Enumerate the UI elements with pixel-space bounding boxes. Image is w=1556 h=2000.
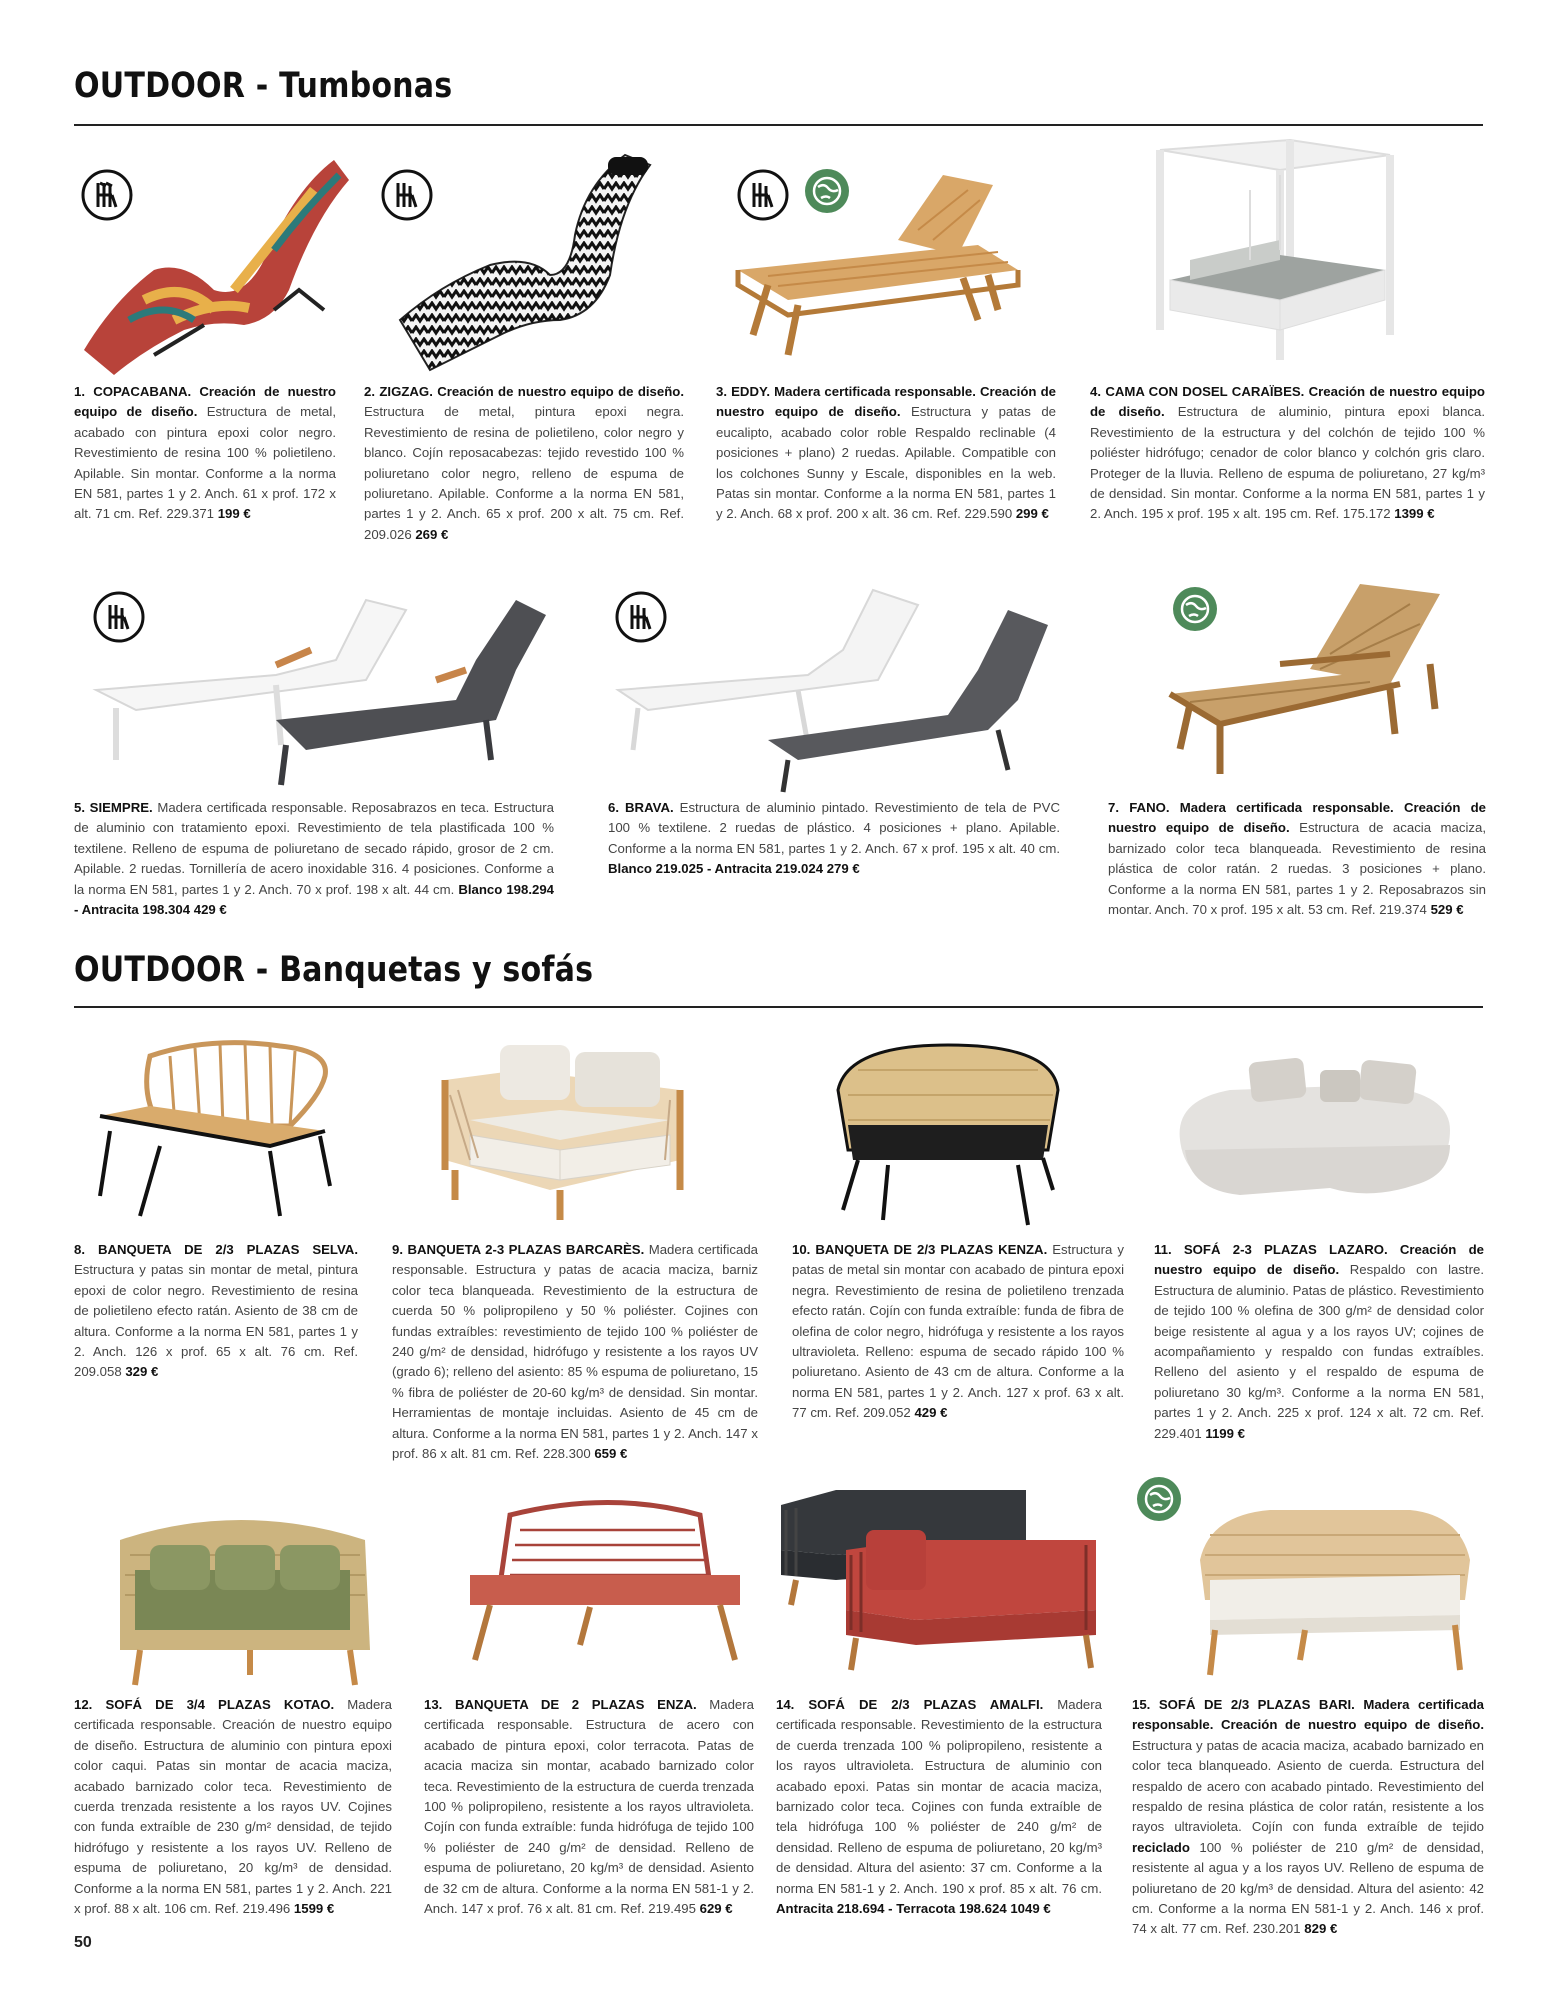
product-variants: Antracita 218.694 - Terracota 198.624 (776, 1901, 1007, 1917)
product-image-lazaro (1170, 1050, 1460, 1210)
product-description (74, 382, 336, 525)
product-price: 529 € (1430, 902, 1464, 918)
product-image-selva (90, 1036, 340, 1226)
product-lead: Madera certificada responsable. Creación de nuestro equipo de diseño. (1132, 1697, 1484, 1733)
section-divider (74, 124, 1483, 126)
product-details: Madera certificada responsable. Revestimiento de la estructura de cuerda trenzada 100 % polipropileno, resistente a los rayos ultravioleta. Estructura de aluminio con acabado epoxi. Patas sin montar de acacia maciza, barnizado color teca. Cojines con funda extraíble de tela hidrófuga 100 % poliéster de 240 g/m² de densidad. Relleno de espuma de poliuretano, 20 kg/m³ de densidad. Altura del asiento: 37 cm. Conforme a la norma EN 581-1 y 2. Anch. 190 x prof. 85 x alt. 76 cm. (776, 1697, 1102, 1896)
product-name: BANQUETA DE 2/3 PLAZAS KENZA. (815, 1242, 1048, 1257)
product-description (608, 798, 1060, 880)
product-price: 1049 € (1010, 1901, 1051, 1917)
product-name: COPACABANA. (93, 384, 192, 399)
section-title-tumbonas: OUTDOOR - Tumbonas (74, 66, 453, 106)
product-image-fano (1160, 574, 1460, 784)
product-details: Estructura y patas de eucalipto, acabado color roble Respaldo reclinable (4 posiciones + plano) 2 ruedas. Apilable. Compatible con los colchones Sunny y Escale, disponibles en la web. Patas sin montar. Conforme a la norma EN 581, partes 1 y 2. Anch. 68 x prof. 200 x alt. 36 cm. Ref. 229.590 (716, 404, 1056, 522)
product-image-amalfi (776, 1480, 1106, 1680)
product-name: SOFÁ DE 2/3 PLAZAS BARI. (1158, 1697, 1355, 1712)
product-price: 299 € (1015, 506, 1049, 522)
product-image-zigzag (380, 145, 680, 375)
product-details: Respaldo con lastre. Estructura de aluminio. Patas de plástico. Revestimiento de tejido 100 % olefina de 300 g/m² de densidad color beige resistente al agua y a los rayos UV; cojines de acompañamiento y respaldo con fundas extraíbles. Relleno del asiento y el respaldo de espuma de poliuretano 30 kg/m³. Conforme a la norma EN 581, partes 1 y 2. Anch. 225 x prof. 124 x alt. 72 cm. Ref. 229.401 (1154, 1262, 1484, 1441)
product-number: 5. (74, 800, 85, 815)
section-divider (74, 1006, 1483, 1008)
product-description (716, 382, 1056, 525)
product-price: 329 € (125, 1364, 159, 1380)
product-price: 429 € (914, 1405, 948, 1421)
product-number: 3. (716, 384, 727, 399)
product-details: Estructura de metal, pintura epoxi negra. Revestimiento de resina de polietileno, color negro y blanco. Cojín reposacabezas: tejido revestido 100 % poliuretano color negro, relleno de espuma de poliuretano. Apilable. Conforme a la norma EN 581, partes 1 y 2. Anch. 65 x prof. 200 x alt. 75 cm. Ref. 209.026 (364, 404, 684, 542)
product-lead: Creación de nuestro equipo de diseño. (437, 384, 685, 399)
product-price: 659 € (594, 1446, 628, 1462)
product-name: SIEMPRE. (89, 800, 153, 815)
product-price: 269 € (415, 526, 449, 542)
product-image-brava (608, 580, 1058, 795)
product-number: 11. (1154, 1242, 1172, 1257)
product-number: 15. (1132, 1697, 1151, 1712)
product-name: BANQUETA DE 2/3 PLAZAS SELVA. (97, 1242, 358, 1257)
product-name: SOFÁ DE 3/4 PLAZAS KOTAO. (105, 1697, 335, 1712)
eco-globe-icon (1136, 1476, 1182, 1522)
product-lead: Madera certificada responsable. Creación de nuestro equipo de diseño. (1108, 800, 1486, 836)
product-price: 1399 € (1394, 506, 1435, 522)
product-details: Madera certificada responsable. Reposabrazos en teca. Estructura de aluminio con tratamiento epoxi. Revestimiento de tela plastificada 100 % textilene. Relleno de espuma de poliuretano de secado rápido, grosor de 2 cm. Apilable. 2 ruedas. Tornillería de acero inoxidable 316. 4 posiciones. Conforme a la norma EN 581, partes 1 y 2. Anch. 70 x prof. 198 x alt. 44 cm. (74, 800, 554, 897)
product-name: EDDY. (731, 384, 770, 399)
product-price: 279 € (826, 861, 860, 877)
product-details: Estructura y patas de metal sin montar con acabado de pintura epoxi negra. Revestimiento de resina de polietileno trenzada efecto ratán. Cojín con funda extraíble: funda de fibra de olefina de color negro, hidrófuga y resistente a los rayos ultravioleta. Relleno: espuma de secado rápido 100 % poliuretano. Asiento de 43 cm de altura. Conforme a la norma EN 581, partes 1 y 2. Anch. 127 x prof. 63 x alt. 77 cm. Ref. 209.052 (792, 1242, 1124, 1421)
product-number: 12. (74, 1697, 93, 1712)
product-description (1090, 382, 1485, 525)
product-description (74, 1240, 358, 1383)
product-name: BANQUETA 2-3 PLAZAS BARCARÈS. (407, 1242, 645, 1257)
product-details: Madera certificada responsable. Estructura y patas de acacia maciza, barniz color teca blanqueada. Revestimiento de la estructura de cuerda 50 % polipropileno y 50 % poliéster. Cojines con fundas extraíbles: revestimiento de tejido 100 % poliéster de 240 g/m² de densidad, hidrófugo y resistente a los rayos UV (grado 6); relleno del asiento: 85 % espuma de poliuretano, 15 % fibra de poliéster de 20-60 kg/m³ de densidad. Sin montar. Herramientas de montaje incluidas. Asiento de 45 cm de altura. Conforme a la norma EN 581, partes 1 y 2. Anch. 147 x prof. 86 x alt. 81 cm. Ref. 228.300 (392, 1242, 758, 1462)
product-description (776, 1695, 1102, 1919)
section-title-banquetas: OUTDOOR - Banquetas y sofás (74, 950, 594, 990)
product-image-eddy (728, 160, 1048, 360)
product-description (792, 1240, 1124, 1424)
product-variants: Blanco 219.025 - Antracita 219.024 (608, 861, 824, 877)
product-number: 13. (424, 1697, 443, 1712)
product-price: 629 € (699, 1901, 733, 1917)
product-description (74, 798, 554, 920)
product-image-caraibes (1130, 130, 1420, 370)
product-variants: Blanco 198.294 - Antracita 198.304 (74, 881, 554, 918)
product-description (1132, 1695, 1484, 1940)
product-number: 2. (364, 384, 375, 399)
product-description (1108, 798, 1486, 920)
product-image-barcares (430, 1040, 700, 1220)
product-image-enza (460, 1495, 750, 1675)
product-number: 6. (608, 800, 619, 815)
product-price: 199 € (217, 506, 251, 522)
product-lead: Madera certificada responsable. Creación de nuestro equipo de diseño. (716, 384, 1056, 420)
product-price: 429 € (193, 902, 227, 918)
product-price: 1199 € (1205, 1425, 1245, 1441)
product-details: Estructura de metal, acabado con pintura epoxi color negro. Revestimiento de resina 100 % polietileno. Apilable. Sin montar. Conforme a la norma EN 581, partes 1 y 2. Anch. 61 x prof. 172 x alt. 71 cm. Ref. 229.371 (74, 404, 336, 522)
product-number: 7. (1108, 800, 1119, 815)
product-details: Estructura de aluminio, pintura epoxi blanca. Revestimiento de la estructura y del colchón de tejido 100 % poliéster hidrófugo; cenador de color blanco y colchón gris claro. Proteger de la lluvia. Relleno de espuma de poliuretano, 27 kg/m³ de densidad. Sin montar. Conforme a la norma EN 581, partes 1 y 2. Anch. 195 x prof. 195 x alt. 195 cm. Ref. 175.172 (1090, 404, 1486, 522)
product-lead: Creación de nuestro equipo de diseño. (1154, 1242, 1484, 1278)
product-price: 1599 € (293, 1901, 335, 1917)
product-lead: Creación de nuestro equipo de diseño. (1090, 384, 1485, 420)
product-description (364, 382, 684, 545)
product-details-cont: 100 % poliéster de 210 g/m² de densidad, resistente al agua y a los rayos UV. Relleno de espuma de poliuretano de 20 kg/m³ de densidad. Altura del asiento: 42 cm. Conforme a la norma EN 581-1 y 2. Anch. 146 x prof. 74 x alt. 77 cm. Ref. 230.201 (1132, 1839, 1484, 1937)
product-name: BRAVA. (625, 800, 674, 815)
product-details: Estructura de aluminio pintado. Revestimiento de tela de PVC 100 % textilene. 2 ruedas de plástico. 4 posiciones + plano. Apilable. Conforme a la norma EN 581, partes 1 y 2. Anch. 67 x prof. 195 x alt. 40 cm. (608, 800, 1060, 856)
product-image-bari (1190, 1500, 1480, 1680)
product-details: Estructura y patas de acacia maciza, acabado barnizado en color teca blanqueado. Asiento de cuerda. Estructura del respaldo de acero con acabado pintado. Revestimiento del respaldo de resina plástica de color ratán, resistente a los rayos ultravioleta. Cojín con funda extraíble de tejido (1132, 1737, 1484, 1835)
product-number: 10. (792, 1242, 811, 1257)
product-name: SOFÁ 2-3 PLAZAS LAZARO. (1183, 1242, 1388, 1257)
product-highlight: reciclado (1132, 1839, 1190, 1855)
product-description (392, 1240, 758, 1464)
product-number: 4. (1090, 384, 1101, 399)
product-details: Estructura de acacia maciza, barnizado color teca blanqueada. Revestimiento de resina plástica de color ratán. 2 ruedas. 3 posiciones + plano. Conforme a la norma EN 581, partes 1 y 2. Reposabrazos sin montar. Anch. 70 x prof. 195 x alt. 53 cm. Ref. 219.374 (1108, 820, 1486, 918)
product-number: 1. (74, 384, 85, 399)
product-name: ZIGZAG. (379, 384, 433, 399)
product-lead: Creación de nuestro equipo de diseño. (74, 384, 336, 420)
product-number: 8. (74, 1242, 85, 1257)
product-image-siempre (76, 580, 556, 790)
product-image-kotao (100, 1500, 380, 1690)
product-description (74, 1695, 392, 1919)
product-name: SOFÁ DE 2/3 PLAZAS AMALFI. (808, 1697, 1044, 1712)
product-description (424, 1695, 754, 1919)
page-number: 50 (74, 1934, 92, 1951)
product-image-kenza (828, 1040, 1068, 1230)
product-number: 9. (392, 1242, 403, 1257)
product-price: 829 € (1304, 1921, 1338, 1937)
product-image-copacabana (74, 150, 364, 380)
product-name: BANQUETA DE 2 PLAZAS ENZA. (454, 1697, 697, 1712)
product-details: Estructura y patas sin montar de metal, pintura epoxi de color negro. Revestimiento de resina de polietileno efecto ratán. Asiento de 38 cm de altura. Conforme a la norma EN 581, partes 1 y 2. Anch. 126 x prof. 65 x alt. 76 cm. Ref. 209.058 (74, 1262, 358, 1380)
product-name: CAMA CON DOSEL CARAÏBES. (1105, 384, 1305, 399)
product-description (1154, 1240, 1484, 1444)
product-details: Madera certificada responsable. Estructura de acero con acabado de pintura epoxi, color terracota. Patas de acacia maciza sin montar, acabado barnizado color teca. Revestimiento de la estructura de cuerda trenzada 100 % polipropileno, resistente a los rayos ultravioleta. Cojín con funda extraíble: funda hidrófuga de tejido 100 % poliéster de 240 g/m² de densidad. Relleno de espuma de poliuretano, 20 kg/m³ de densidad. Asiento de 32 cm de altura. Conforme a la norma EN 581-1 y 2. Anch. 147 x prof. 76 x alt. 81 cm. Ref. 219.495 (424, 1697, 754, 1917)
product-name: FANO. (1129, 800, 1170, 815)
product-details: Madera certificada responsable. Creación de nuestro equipo de diseño. Estructura de aluminio con pintura epoxi color caqui. Patas sin montar de acacia maciza, acabado barnizado color teca. Revestimiento de cuerda trenzada resistente a los rayos UV. Cojines con funda extraíble de 230 g/m² densidad, de tejido hidrófugo y resistente a los rayos UV. Relleno de espuma de poliuretano, 20 kg/m³ de densidad. Conforme a la norma EN 581, partes 1 y 2. Anch. 221 x prof. 88 x alt. 106 cm. Ref. 219.496 (74, 1697, 393, 1917)
product-number: 14. (776, 1697, 795, 1712)
